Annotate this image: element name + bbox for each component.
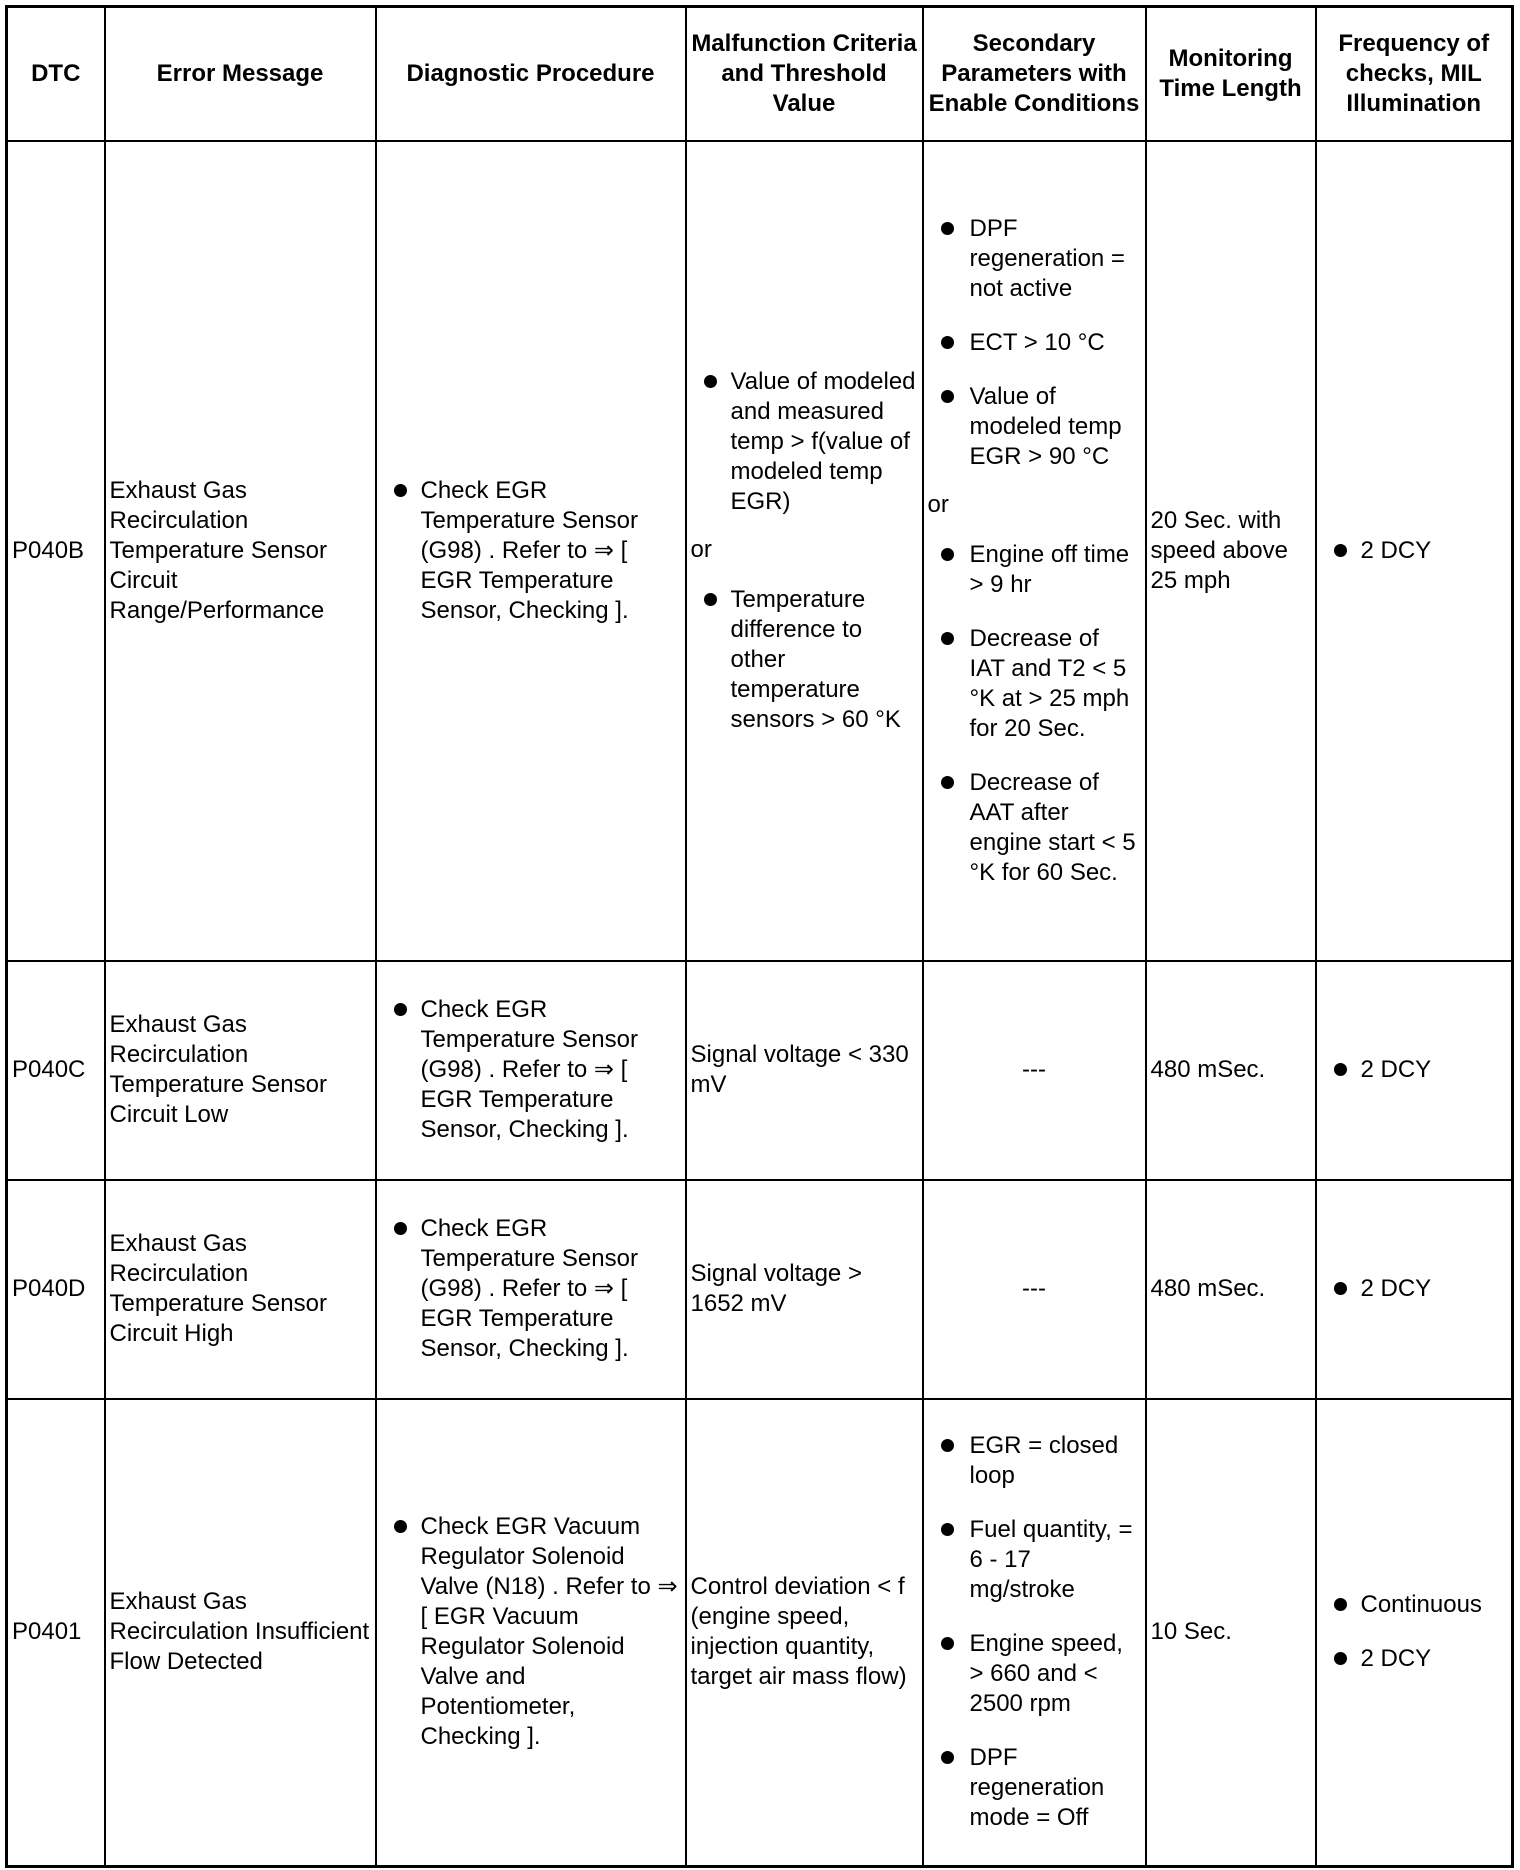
secondary-parameters	[923, 141, 1146, 961]
diagnostic-step: Check EGR Temperature Sensor (G98) . Refer to ⇒ [ EGR Temperature Sensor, Checking ].	[381, 476, 681, 626]
frequency	[1316, 1399, 1513, 1867]
malfunction-criteria: Signal voltage > 1652 mV	[686, 1180, 923, 1399]
monitoring-time: 480 mSec.	[1146, 961, 1316, 1180]
diagnostic-step: Check EGR Temperature Sensor (G98) . Refer to ⇒ [ EGR Temperature Sensor, Checking ].	[381, 995, 681, 1145]
dtc-code: P040C	[7, 961, 105, 1180]
secondary-item: Engine speed, > 660 and < 2500 rpm	[928, 1629, 1141, 1719]
secondary-parameters: ---	[923, 1180, 1146, 1399]
error-message: Exhaust Gas Recirculation Temperature Sensor Circuit Low	[105, 961, 376, 1180]
header-dtc: DTC	[7, 7, 105, 141]
frequency-item: 2 DCY	[1321, 536, 1508, 566]
header-diagnostic-procedure: Diagnostic Procedure	[376, 7, 686, 141]
diagnostic-procedure	[376, 1180, 686, 1399]
secondary-parameters	[923, 1399, 1146, 1867]
secondary-item: Value of modeled temp EGR > 90 °C	[928, 382, 1141, 472]
table-row	[7, 1180, 1513, 1399]
or-separator: or	[690, 535, 712, 563]
diagnostic-procedure	[376, 1399, 686, 1867]
header-row	[7, 7, 1513, 141]
monitoring-time: 20 Sec. with speed above 25 mph	[1146, 141, 1316, 961]
monitoring-time: 10 Sec.	[1146, 1399, 1316, 1867]
secondary-item: DPF regeneration mode = Off	[928, 1743, 1141, 1833]
malfunction-criteria: Control deviation < f (engine speed, injection quantity, target air mass flow)	[686, 1399, 923, 1867]
secondary-item: Decrease of AAT after engine start < 5 °K for 60 Sec.	[928, 768, 1141, 888]
or-separator: or	[927, 490, 949, 518]
dtc-code: P040B	[7, 141, 105, 961]
header-malfunction-criteria: Malfunction Criteria and Threshold Value	[686, 7, 923, 141]
secondary-item: Engine off time > 9 hr	[928, 540, 1141, 600]
frequency-item: 2 DCY	[1321, 1274, 1508, 1304]
error-message: Exhaust Gas Recirculation Insufficient Flow Detected	[105, 1399, 376, 1867]
table-row	[7, 961, 1513, 1180]
dtc-table-container	[5, 5, 1511, 1865]
secondary-item: Decrease of IAT and T2 < 5 °K at > 25 mph for 20 Sec.	[928, 624, 1141, 744]
diagnostic-step: Check EGR Vacuum Regulator Solenoid Valve (N18) . Refer to ⇒ [ EGR Vacuum Regulator Solenoid Valve and Potentiometer, Checking ].	[381, 1512, 681, 1752]
header-monitoring-time: Monitoring Time Length	[1146, 7, 1316, 141]
header-secondary-parameters: Secondary Parameters with Enable Conditions	[923, 7, 1146, 141]
header-frequency: Frequency of checks, MIL Illumination	[1316, 7, 1513, 141]
malfunction-criteria: Signal voltage < 330 mV	[686, 961, 923, 1180]
dtc-code: P040D	[7, 1180, 105, 1399]
monitoring-time: 480 mSec.	[1146, 1180, 1316, 1399]
table-row	[7, 1399, 1513, 1867]
frequency	[1316, 961, 1513, 1180]
malfunction-item: Temperature difference to other temperature sensors > 60 °K	[691, 585, 918, 735]
diagnostic-step: Check EGR Temperature Sensor (G98) . Refer to ⇒ [ EGR Temperature Sensor, Checking ].	[381, 1214, 681, 1364]
frequency-item: 2 DCY	[1321, 1055, 1508, 1085]
malfunction-item: Value of modeled and measured temp > f(value of modeled temp EGR)	[691, 367, 918, 517]
header-error-message: Error Message	[105, 7, 376, 141]
malfunction-criteria	[686, 141, 923, 961]
dtc-table	[5, 5, 1514, 1868]
dtc-code: P0401	[7, 1399, 105, 1867]
secondary-item: ECT > 10 °C	[928, 328, 1141, 358]
secondary-parameters: ---	[923, 961, 1146, 1180]
secondary-item: Fuel quantity, = 6 - 17 mg/stroke	[928, 1515, 1141, 1605]
frequency	[1316, 1180, 1513, 1399]
diagnostic-procedure	[376, 141, 686, 961]
secondary-item: EGR = closed loop	[928, 1431, 1141, 1491]
table-row	[7, 141, 1513, 961]
error-message: Exhaust Gas Recirculation Temperature Sensor Circuit Range/Performance	[105, 141, 376, 961]
error-message: Exhaust Gas Recirculation Temperature Sensor Circuit High	[105, 1180, 376, 1399]
frequency	[1316, 141, 1513, 961]
frequency-item: 2 DCY	[1321, 1644, 1508, 1674]
diagnostic-procedure	[376, 961, 686, 1180]
frequency-item: Continuous	[1321, 1590, 1508, 1620]
secondary-item: DPF regeneration = not active	[928, 214, 1141, 304]
